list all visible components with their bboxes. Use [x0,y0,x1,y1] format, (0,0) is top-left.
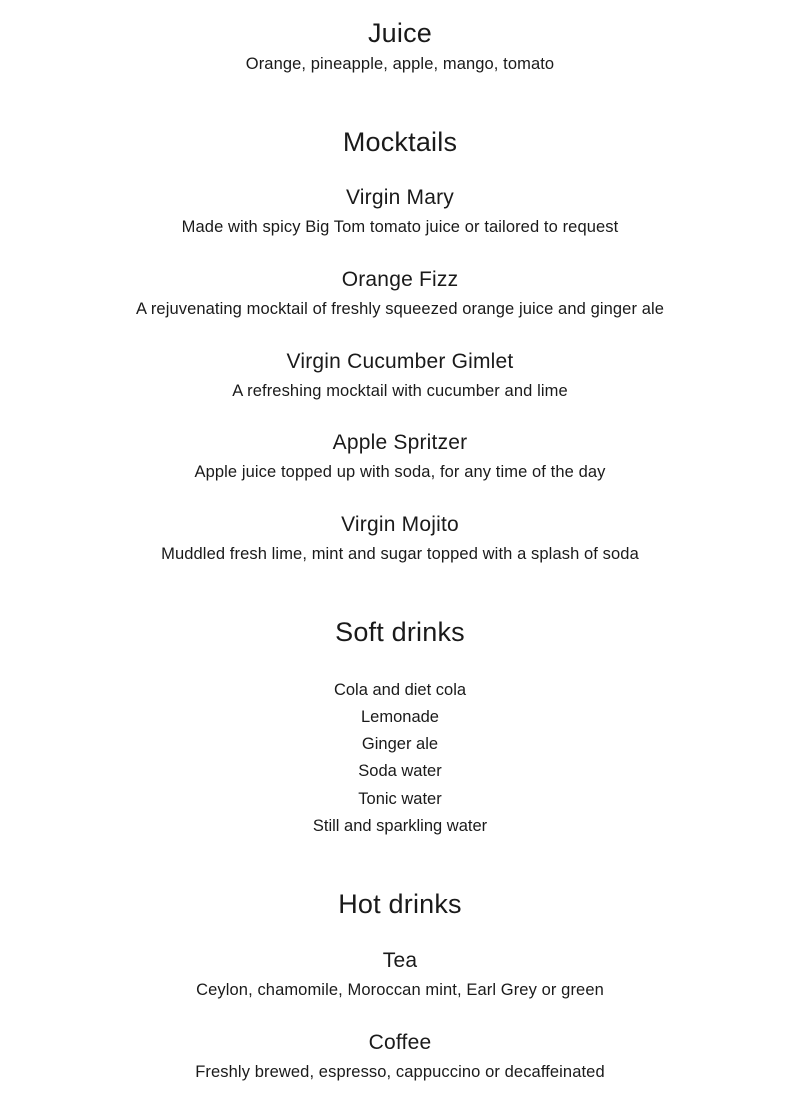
menu-item-name: Virgin Mojito [341,513,459,536]
juice-description: Orange, pineapple, apple, mango, tomato [245,55,555,73]
menu-item-name: Virgin Cucumber Gimlet [286,350,514,373]
menu-item-name: Coffee [368,1031,432,1054]
section-title-mocktails: Mocktails [342,127,458,157]
menu-item-description: Freshly brewed, espresso, cappuccino or decaffeinated [195,1063,605,1081]
menu-item-description: Muddled fresh lime, mint and sugar topped with a splash of soda [161,545,639,563]
menu-item-name: Orange Fizz [341,268,459,291]
list-item: Soda water [358,762,442,780]
menu-item-name: Virgin Mary [345,186,454,209]
section-title-hot-drinks: Hot drinks [338,889,462,919]
section-title-soft-drinks: Soft drinks [335,617,465,647]
menu-item-description: A rejuvenating mocktail of freshly squeezed orange juice and ginger ale [135,300,665,318]
menu-item-description: A refreshing mocktail with cucumber and lime [232,382,568,400]
menu-item-description: Apple juice topped up with soda, for any time of the day [194,463,606,481]
list-item: Tonic water [358,790,442,808]
list-item: Still and sparkling water [312,817,488,835]
list-item: Lemonade [361,708,439,726]
section-title-juice: Juice [367,18,433,48]
menu-item-description: Ceylon, chamomile, Moroccan mint, Earl Grey or green [196,981,604,999]
menu-item-name: Tea [382,949,418,972]
menu-item-description: Made with spicy Big Tom tomato juice or tailored to request [181,218,619,236]
list-item: Ginger ale [361,735,439,753]
menu-item-name: Apple Spritzer [332,431,468,454]
list-item: Cola and diet cola [333,681,467,699]
